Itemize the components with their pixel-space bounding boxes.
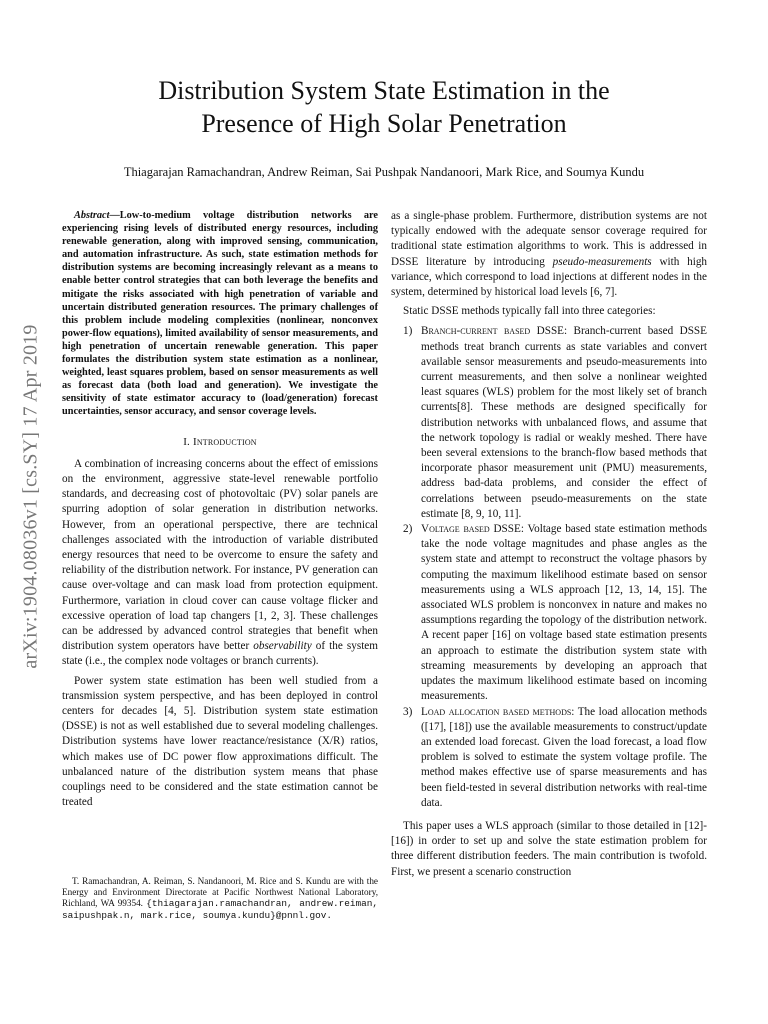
dsse-category-list <box>391 324 707 811</box>
list-item-number: 3) <box>403 705 413 718</box>
title-line-2: Presence of High Solar Penetration <box>201 109 567 138</box>
list-item-text: : Voltage based state estimation methods take the node voltage magnitudes and phase angles as the system state and attempt to reconstruct the voltage phasors by computing the maximum likelihood estimate based on sensor measurements using a WLS approach [12, 13, 14, 15]. The associated WLS problem is nonconvex in nature and makes no assumptions regarding the topology of the distribution network. A recent paper [16] on voltage based state estimation presents an approach to estimate the distribution system state with streaming measurements by developing an approach that updates the maximum likelihood estimate based on incoming measurements. <box>421 523 707 703</box>
list-item-name: Voltage based DSSE <box>421 523 521 536</box>
intro-paragraph-2: Power system state estimation has been well studied from a transmission system perspective, and has been deployed in control centers for decades [4, 5]. Distribution system state estimation (DSSE) is not as well established due to several modeling challenges. Distribution systems have lower reactance/resistance (X/R) ratios, which makes use of DC power flow approximations difficult. The unbalanced nature of the distribution system means that phase couplings need to be considered and the state estimation cannot be treated <box>62 674 378 809</box>
list-item <box>391 324 707 522</box>
left-column <box>62 209 378 810</box>
list-item <box>391 705 707 811</box>
title-line-1: Distribution System State Estimation in the <box>158 76 610 105</box>
section-number: I. <box>183 435 193 448</box>
intro-p1-emphasis: observability <box>253 640 312 653</box>
intro-paragraph-3 <box>391 209 707 300</box>
right-column <box>391 209 707 880</box>
footnote-text: T. Ramachandran, A. Reiman, S. Nandanoori, M. Rice and S. Kundu are with the Energy and Environment Directorate at Pacific Northwest National Laboratory, Richland, WA 99354. <box>62 876 378 909</box>
intro-paragraph-4: Static DSSE methods typically fall into three categories: <box>403 305 656 318</box>
abstract-text: —Low-to-medium voltage distribution networks are experiencing rising levels of distributed energy resources, including renewable generation, along with improved sensing, communication, and automation infrastructure. As such, state estimation methods for distribution systems are becoming increasingly relevant as a means to enable better control strategies that can both leverage the benefits and mitigate the risks associated with high penetration of variable and uncertain distributed generation resources. The primary challenges of this problem include modeling complexities (nonlinear, nonconvex power-flow equations), limited availability of sensor measurements, and high penetration of uncertain renewable generation. This paper formulates the distribution system state estimation as a nonlinear, weighted, least squares problem, based on sensor measurements as well as forecast data (both load and generation). We investigate the sensitivity of state estimator accuracy to (load/generation) forecast uncertainties, sensor accuracy, and sensor coverage levels. <box>62 210 378 418</box>
list-item-number: 1) <box>403 325 413 338</box>
intro-p1-text-b: of the system state (i.e., the complex node voltages or branch currents). <box>62 640 378 668</box>
intro-p3-text-b: with high variance, which correspond to load injections at different nodes in the system, determined by historical load levels [6, 7]. <box>391 255 708 299</box>
abstract-label: Abstract <box>74 210 110 221</box>
list-item-name: Branch-current based DSSE <box>421 325 564 338</box>
intro-paragraph-5: This paper uses a WLS approach (similar to those detailed in [12]-[16]) in order to set up and solve the state estimation problem for three different distribution feeders. The main contribution is twofold. First, we present a scenario construction <box>391 819 707 878</box>
intro-p3-emphasis: pseudo-measurements <box>552 255 652 268</box>
list-item-number: 2) <box>403 523 413 536</box>
intro-p1-text-a: A combination of increasing concerns about the effect of emissions on the environment, aggressive state-level renewable portfolio standards, and decreasing cost of photovoltaic (PV) solar panels are spurring adoption of solar generation in distribution networks. However, from an operational perspective, there are technical challenges associated with the introduction of variable distributed energy resources that need to be overcome to ensure the safety and reliability of the distribution network. For instance, PV generation can cause over-voltage and can mask load from protection equipment. Furthermore, variation in cloud cover can cause voltage flicker and excessive operation of load tap changers [1, 2, 3]. These challenges can be addressed by advanced control strategies that benefit when distribution system operators have better <box>62 457 378 653</box>
intro-p3-text-a: as a single-phase problem. Furthermore, distribution systems are not typically endowed with the adequate sensor coverage required for traditional state estimation algorithms to work. This is addressed in DSSE literature by introducing <box>391 210 707 268</box>
footnote <box>62 876 378 921</box>
arxiv-stamp <box>20 268 42 724</box>
intro-paragraph-1 <box>62 457 378 670</box>
footnote-emails: {thiagarajan.ramachandran, andrew.reiman, saipushpak.n, mark.rice, soumya.kundu}@pnnl.gov. <box>62 898 378 921</box>
author-list: Thiagarajan Ramachandran, Andrew Reiman, Sai Pushpak Nandanoori, Mark Rice, and Soumya Kundu <box>123 165 645 179</box>
list-item-text: : Branch-current based DSSE methods treat branch currents as state variables and convert available sensor measurements and pseudo-measurements into current measurements, and then solve a nonlinear weighted least squares (WLS) problem for the most likely set of branch currents[8]. These methods are designed specifically for distribution networks with unbalanced flows, and assume that the network topology is radial or weakly meshed. There have been several extensions to the branch-flow based methods that incorporate phasor measurement unit (PMU) measurements, address bad-data problems, and consider the effect of correlations between pseudo-measurements on the state estimate [8, 9, 10, 11]. <box>421 325 707 520</box>
section-title: Introduction <box>192 435 257 448</box>
section-heading-introduction <box>62 435 378 450</box>
list-item <box>391 522 707 704</box>
arxiv-stamp-text: arXiv:1904.08036v1 [cs.SY] 17 Apr 2019 <box>19 323 42 669</box>
paper-title <box>40 74 728 140</box>
list-item-text: : The load allocation methods ([17], [18]) use the available measurements to construct/update an extended load forecast. Given the load forecast, a load flow problem is solved to estimate the system voltage profile. The method makes effective use of sparse measurements and has been field-tested in several distribution networks with real-time data. <box>421 705 707 809</box>
list-item-name: Load allocation based methods <box>421 705 572 718</box>
abstract <box>62 209 378 419</box>
